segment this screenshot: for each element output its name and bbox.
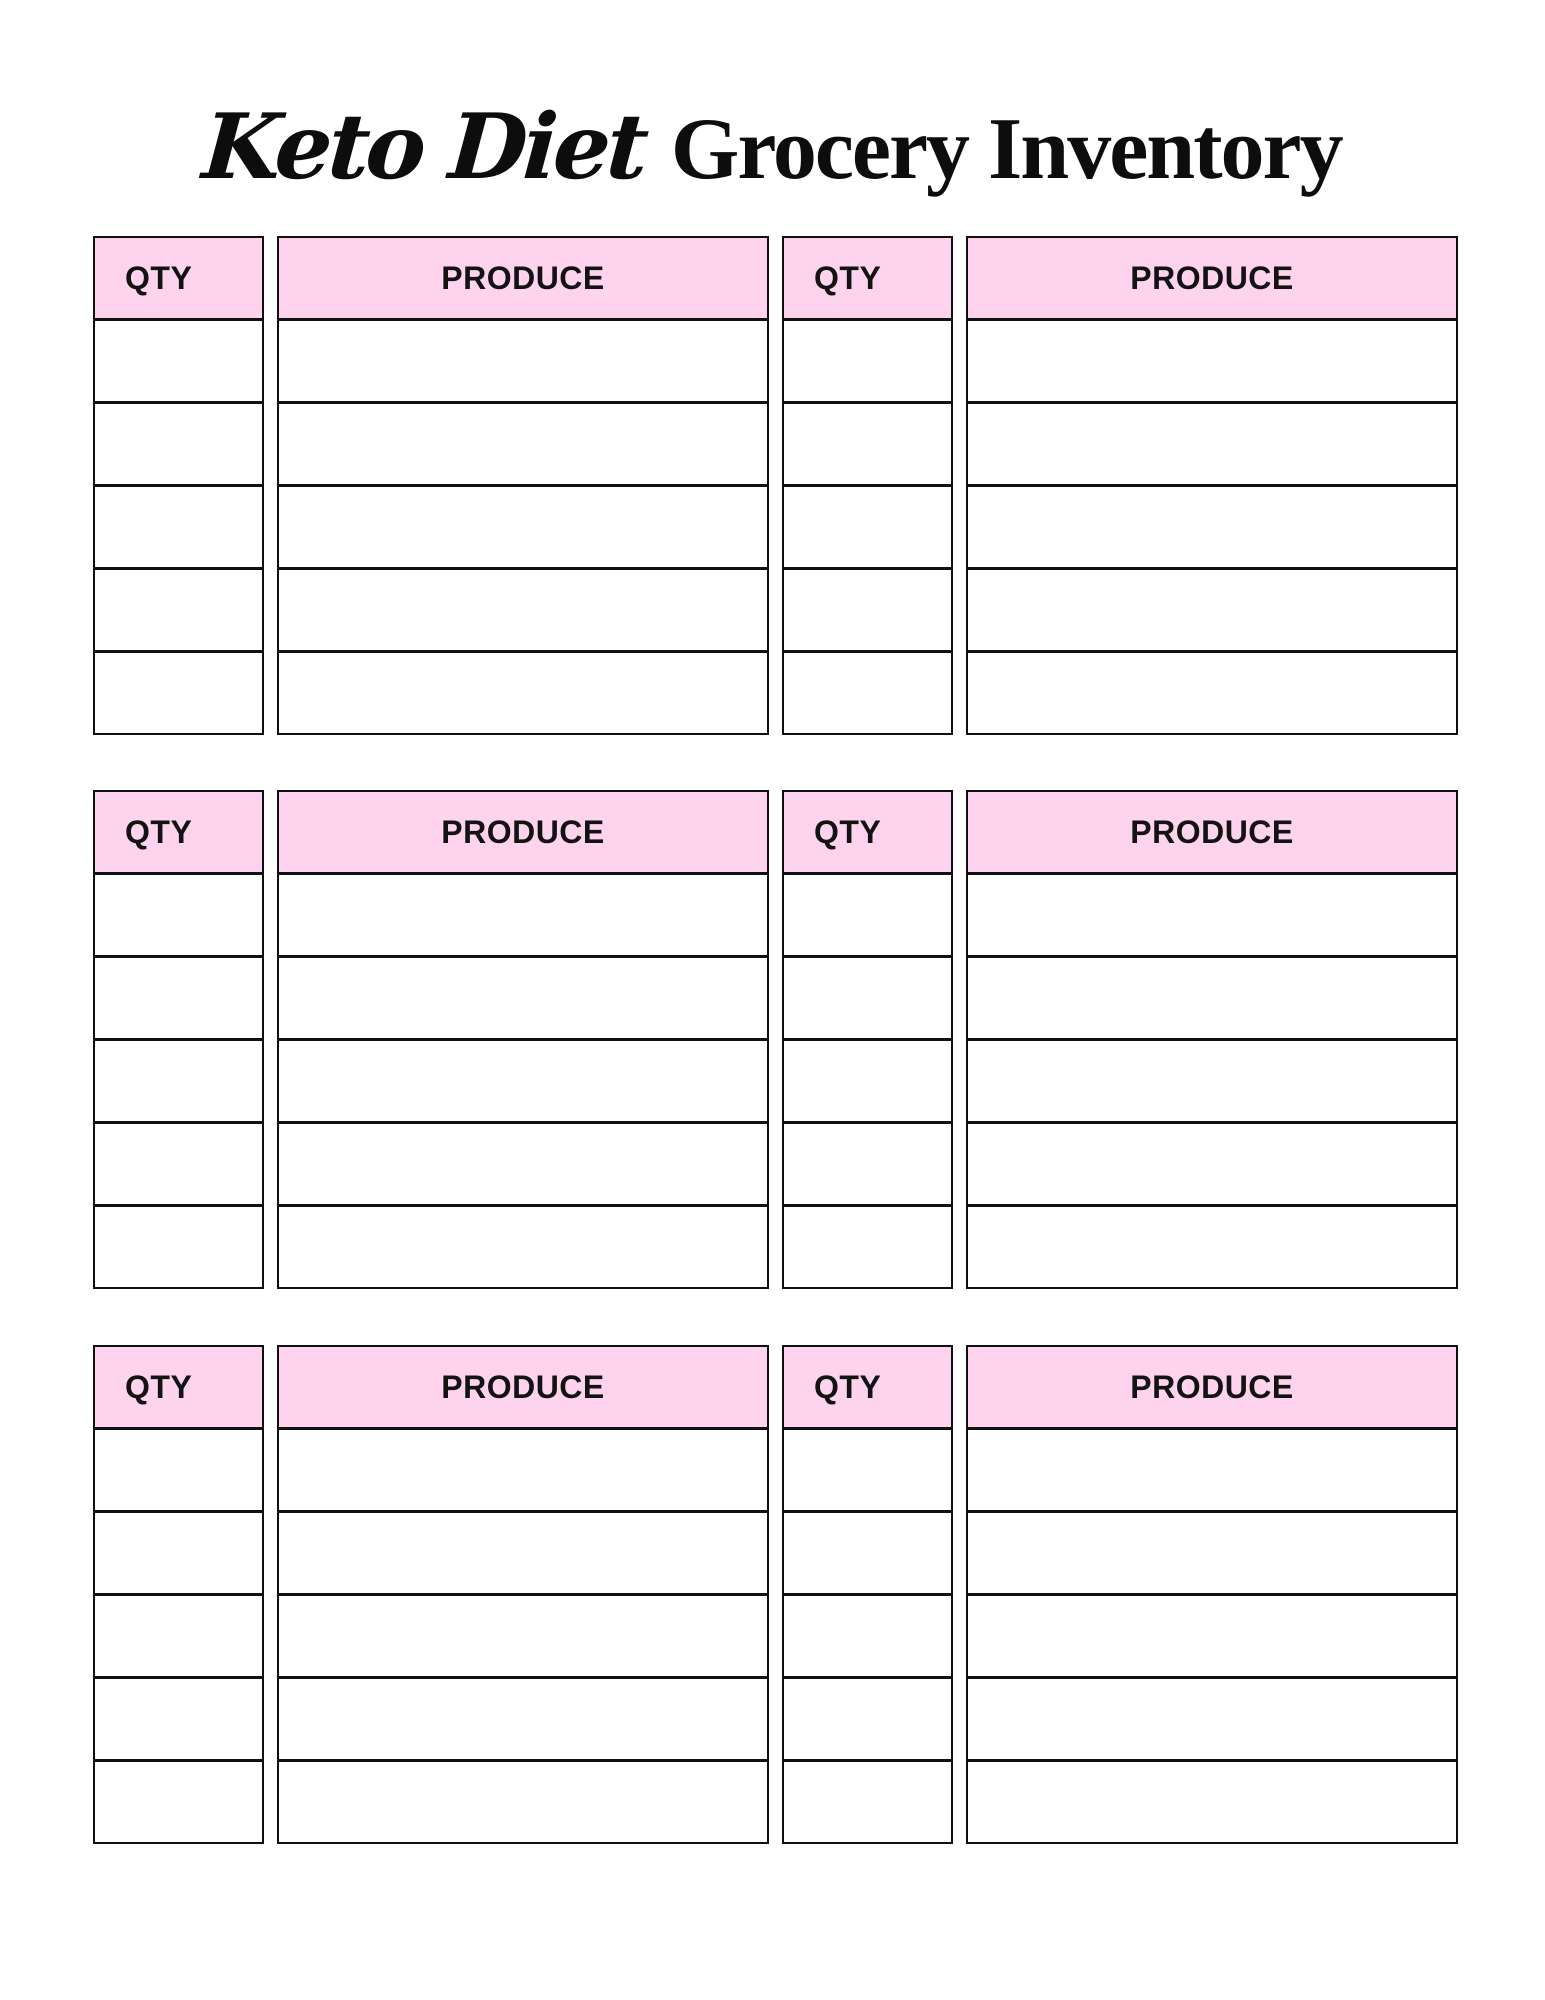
empty-row-cell[interactable] [95,872,262,955]
empty-row-cell[interactable] [968,1204,1456,1287]
qty-header: QTY [784,238,951,318]
qty-header: QTY [95,792,262,872]
empty-row-cell[interactable] [95,1593,262,1676]
empty-row-cell[interactable] [279,318,767,401]
qty-column [782,790,953,1289]
empty-row-cell[interactable] [968,872,1456,955]
produce-column [966,790,1458,1289]
produce-column [277,1345,769,1844]
qty-header: QTY [95,238,262,318]
empty-row-cell[interactable] [968,484,1456,567]
empty-row-cell[interactable] [95,318,262,401]
empty-row-cell[interactable] [95,1038,262,1121]
produce-header: PRODUCE [968,792,1456,872]
empty-row-cell[interactable] [279,1759,767,1842]
empty-row-cell[interactable] [968,650,1456,733]
empty-row-cell[interactable] [279,567,767,650]
empty-row-cell[interactable] [968,318,1456,401]
empty-row-cell[interactable] [784,1593,951,1676]
empty-row-cell[interactable] [279,1204,767,1287]
empty-row-cell[interactable] [279,1676,767,1759]
empty-row-cell[interactable] [95,401,262,484]
empty-row-cell[interactable] [279,872,767,955]
inventory-section-3 [93,1345,1458,1844]
empty-row-cell[interactable] [968,1038,1456,1121]
empty-row-cell[interactable] [784,650,951,733]
empty-row-cell[interactable] [95,1427,262,1510]
empty-row-cell[interactable] [279,1427,767,1510]
empty-row-cell[interactable] [279,650,767,733]
produce-column [966,236,1458,735]
empty-row-cell[interactable] [784,1204,951,1287]
empty-row-cell[interactable] [279,401,767,484]
produce-header: PRODUCE [968,238,1456,318]
produce-header: PRODUCE [968,1347,1456,1427]
title-script-part: Keto Diet [199,94,649,200]
qty-column [93,790,264,1289]
empty-row-cell[interactable] [95,567,262,650]
empty-row-cell[interactable] [279,1510,767,1593]
produce-column [277,790,769,1289]
empty-row-cell[interactable] [784,872,951,955]
inventory-section-1 [93,236,1458,735]
produce-column [277,236,769,735]
empty-row-cell[interactable] [95,650,262,733]
qty-column [782,236,953,735]
inventory-section-2 [93,790,1458,1289]
empty-row-cell[interactable] [968,1759,1456,1842]
qty-header: QTY [784,1347,951,1427]
empty-row-cell[interactable] [784,484,951,567]
produce-header: PRODUCE [279,238,767,318]
empty-row-cell[interactable] [95,955,262,1038]
empty-row-cell[interactable] [95,1676,262,1759]
empty-row-cell[interactable] [784,1759,951,1842]
qty-header: QTY [784,792,951,872]
empty-row-cell[interactable] [279,1593,767,1676]
produce-header: PRODUCE [279,1347,767,1427]
empty-row-cell[interactable] [784,401,951,484]
empty-row-cell[interactable] [95,484,262,567]
title-serif-part: Grocery Inventory [670,101,1342,198]
empty-row-cell[interactable] [784,1427,951,1510]
qty-column [93,236,264,735]
empty-row-cell[interactable] [95,1759,262,1842]
empty-row-cell[interactable] [95,1204,262,1287]
qty-column [782,1345,953,1844]
empty-row-cell[interactable] [784,1038,951,1121]
empty-row-cell[interactable] [279,1121,767,1204]
empty-row-cell[interactable] [784,1121,951,1204]
empty-row-cell[interactable] [968,1593,1456,1676]
qty-column [93,1345,264,1844]
empty-row-cell[interactable] [968,1427,1456,1510]
empty-row-cell[interactable] [95,1121,262,1204]
empty-row-cell[interactable] [95,1510,262,1593]
page-title [0,94,1545,200]
empty-row-cell[interactable] [279,1038,767,1121]
empty-row-cell[interactable] [968,567,1456,650]
empty-row-cell[interactable] [968,955,1456,1038]
empty-row-cell[interactable] [784,318,951,401]
qty-header: QTY [95,1347,262,1427]
empty-row-cell[interactable] [968,1121,1456,1204]
empty-row-cell[interactable] [784,955,951,1038]
empty-row-cell[interactable] [968,401,1456,484]
produce-column [966,1345,1458,1844]
empty-row-cell[interactable] [279,955,767,1038]
empty-row-cell[interactable] [279,484,767,567]
empty-row-cell[interactable] [968,1676,1456,1759]
empty-row-cell[interactable] [784,1510,951,1593]
produce-header: PRODUCE [279,792,767,872]
empty-row-cell[interactable] [784,1676,951,1759]
empty-row-cell[interactable] [968,1510,1456,1593]
empty-row-cell[interactable] [784,567,951,650]
